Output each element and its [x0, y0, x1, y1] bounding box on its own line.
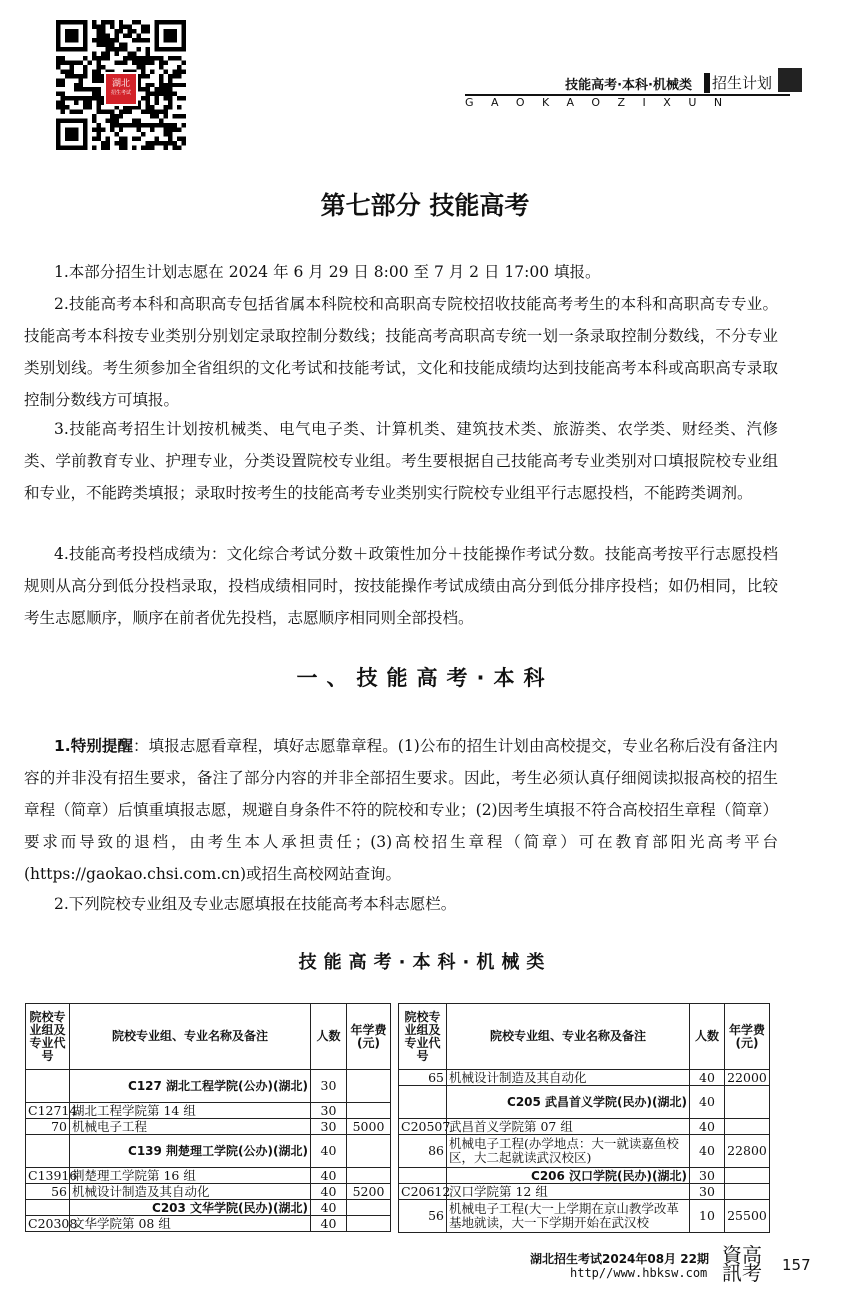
cell-fee: 5200 — [347, 1184, 391, 1200]
cell-fee — [347, 1070, 391, 1103]
cell-fee — [725, 1168, 770, 1184]
cell-fee — [347, 1103, 391, 1119]
cell-count: 40 — [311, 1184, 347, 1200]
table-row — [26, 1168, 391, 1184]
cell-name: C127 湖北工程学院(公办)(湖北) — [70, 1070, 311, 1103]
header-name: 院校专业组、专业名称及备注 — [70, 1004, 311, 1070]
cell-name: 汉口学院第 12 组 — [447, 1184, 690, 1200]
cell-count: 40 — [311, 1168, 347, 1184]
cell-name: 机械电子工程 — [70, 1119, 311, 1135]
table-row — [26, 1103, 391, 1119]
plan-table-left — [25, 1003, 391, 1232]
cell-code: C12714 — [26, 1103, 70, 1119]
table-row — [399, 1119, 770, 1135]
cell-fee: 22000 — [725, 1070, 770, 1086]
cell-code: C20308 — [26, 1216, 70, 1232]
cell-fee: 25500 — [725, 1200, 770, 1233]
header-name: 院校专业组、专业名称及备注 — [447, 1004, 690, 1070]
table-row — [399, 1200, 770, 1233]
cell-fee: 5000 — [347, 1119, 391, 1135]
footer-url: http//www.hbksw.com — [570, 1266, 708, 1280]
qr-badge-line2: 招生考试 — [110, 90, 131, 96]
cell-code: 86 — [399, 1135, 447, 1168]
cell-code — [26, 1070, 70, 1103]
cell-code: C13916 — [26, 1168, 70, 1184]
table-row — [399, 1135, 770, 1168]
cell-name: C139 荆楚理工学院(公办)(湖北) — [70, 1135, 311, 1168]
header-fee: 年学费(元) — [347, 1004, 391, 1070]
intro-paragraph-4: 4.技能高考投档成绩为：文化综合考试分数＋政策性加分＋技能操作考试分数。技能高考按平行志愿投档规则从高分到低分投档录取，投档成绩相同时，按技能操作考试成绩由高分到低分排序投档；如仍相同，比较考生志愿顺序，顺序在前者优先投档，志愿顺序相同则全部投档。 — [24, 545, 778, 627]
header-pinyin: GAOKAOZIXUN — [465, 96, 740, 109]
cell-code: 56 — [26, 1184, 70, 1200]
cell-count: 30 — [311, 1119, 347, 1135]
header-category: 技能高考·本科·机械类 — [565, 78, 692, 93]
notice-paragraph — [24, 730, 778, 890]
cell-count: 10 — [690, 1200, 725, 1233]
table-row — [26, 1184, 391, 1200]
table-row — [399, 1070, 770, 1086]
notice-label: 1.特别提醒 — [54, 737, 134, 755]
header-corner-block — [778, 68, 802, 92]
table-group-row — [26, 1200, 391, 1216]
cell-fee — [725, 1086, 770, 1119]
cell-name: 机械设计制造及其自动化 — [70, 1184, 311, 1200]
table-body-left — [26, 1070, 391, 1232]
cell-code: 56 — [399, 1200, 447, 1233]
notice-paragraph-2: 2.下列院校专业组及专业志愿填报在技能高考本科志愿栏。 — [54, 895, 457, 913]
cell-name: C205 武昌首义学院(民办)(湖北) — [447, 1086, 690, 1119]
cell-count: 40 — [690, 1086, 725, 1119]
cell-count: 40 — [690, 1135, 725, 1168]
cell-count: 40 — [311, 1135, 347, 1168]
header-fee: 年学费(元) — [725, 1004, 770, 1070]
table-group-row — [26, 1070, 391, 1103]
qr-code — [56, 20, 186, 150]
cell-name: 武昌首义学院第 07 组 — [447, 1119, 690, 1135]
header-count: 人数 — [311, 1004, 347, 1070]
intro-paragraph-3: 3.技能高考招生计划按机械类、电气电子类、计算机类、建筑技术类、旅游类、农学类、财经类、汽修类、学前教育专业、护理专业，分类设置院校专业组。考生要根据自己技能高考专业类别对口填报院校专业组和专业，不能跨类填报；录取时按考生的技能高考专业类别实行院校专业组平行志愿投档，不能跨类调剂。 — [24, 420, 778, 502]
cell-count: 40 — [690, 1070, 725, 1086]
cell-code: 70 — [26, 1119, 70, 1135]
cell-code — [399, 1086, 447, 1119]
table-body-right — [399, 1070, 770, 1233]
cell-count: 30 — [311, 1103, 347, 1119]
cell-fee — [347, 1135, 391, 1168]
section-title: 一、技能高考·本科 — [296, 666, 554, 690]
cell-name: C203 文华学院(民办)(湖北) — [70, 1200, 311, 1216]
page-number: 157 — [782, 1256, 811, 1274]
cell-code — [26, 1135, 70, 1168]
cell-name: C206 汉口学院(民办)(湖北) — [447, 1168, 690, 1184]
cell-count: 40 — [690, 1119, 725, 1135]
cell-fee — [347, 1200, 391, 1216]
cell-name: 机械电子工程(办学地点：大一就读嘉鱼校区，大二起就读武汉校区) — [447, 1135, 690, 1168]
cell-code: 65 — [399, 1070, 447, 1086]
header-code: 院校专业组及专业代号 — [399, 1004, 447, 1070]
cell-name: 湖北工程学院第 14 组 — [70, 1103, 311, 1119]
footer-magazine: 湖北招生考试2024年08月 22期 — [530, 1252, 709, 1266]
cell-code: C20507 — [399, 1119, 447, 1135]
table-group-row — [26, 1135, 391, 1168]
intro-paragraph-1: 1.本部分招生计划志愿在 2024 年 6 月 29 日 8:00 至 7 月 2 日 17:00 填报。 — [54, 263, 601, 281]
cell-code: C20612 — [399, 1184, 447, 1200]
table-row — [26, 1216, 391, 1232]
cell-name: 文华学院第 08 组 — [70, 1216, 311, 1232]
header-divider-bar — [704, 73, 710, 93]
cell-code — [26, 1200, 70, 1216]
cell-code — [399, 1168, 447, 1184]
cell-name: 机械设计制造及其自动化 — [447, 1070, 690, 1086]
notice-text: ：填报志愿看章程，填好志愿靠章程。(1)公布的招生计划由高校提交，专业名称后没有备注内容的并非没有招生要求，备注了部分内容的并非全部招生要求。因此，考生必须认真仔细阅读拟报高校的招生章程（简章）后慎重填报志愿，规避自身条件不符的院校和专业；(2)因考生填报不符合高校招生章程（简章）要求而导致的退档，由考生本人承担责任；(3)高校招生章程（简章）可在教育部阳光高考平台(https://gaokao.chsi.com.cn)或招生高校网站查询。 — [24, 737, 778, 883]
table-row — [26, 1119, 391, 1135]
cell-fee: 22800 — [725, 1135, 770, 1168]
cell-count: 40 — [311, 1216, 347, 1232]
header-code: 院校专业组及专业代号 — [26, 1004, 70, 1070]
part-title: 第七部分 技能高考 — [320, 191, 530, 220]
header-title: 招生计划 — [711, 74, 772, 92]
table-title: 技能高考·本科·机械类 — [298, 952, 552, 973]
cell-count: 30 — [311, 1070, 347, 1103]
cell-name: 荆楚理工学院第 16 组 — [70, 1168, 311, 1184]
cell-count: 40 — [311, 1200, 347, 1216]
intro-paragraph-2: 2.技能高考本科和高职高专包括省属本科院校和高职高专院校招收技能高考考生的本科和高职高专专业。技能高考本科按专业类别分别划定录取控制分数线；技能高考高职高专统一划一条录取控制分数线，不分专业类别划线。考生须参加全省组织的文化考试和技能考试，文化和技能成绩均达到技能高考本科或高职高专录取控制分数线方可填报。 — [24, 295, 778, 409]
running-header — [465, 68, 790, 96]
cell-fee — [347, 1216, 391, 1232]
cell-fee — [347, 1168, 391, 1184]
table-group-row — [399, 1168, 770, 1184]
cell-fee — [725, 1119, 770, 1135]
table-group-row — [399, 1086, 770, 1119]
plan-table-right — [398, 1003, 770, 1233]
cell-name: 机械电子工程(大一上学期在京山教学改革基地就读，大一下学期开始在武汉校 — [447, 1200, 690, 1233]
cell-count: 30 — [690, 1168, 725, 1184]
qr-badge-line1: 湖北 — [111, 79, 130, 89]
table-row — [399, 1184, 770, 1200]
qr-badge-logo — [104, 72, 138, 106]
cell-count: 30 — [690, 1184, 725, 1200]
footer-logo: 資高訊考 — [722, 1243, 762, 1285]
cell-fee — [725, 1184, 770, 1200]
header-count: 人数 — [690, 1004, 725, 1070]
